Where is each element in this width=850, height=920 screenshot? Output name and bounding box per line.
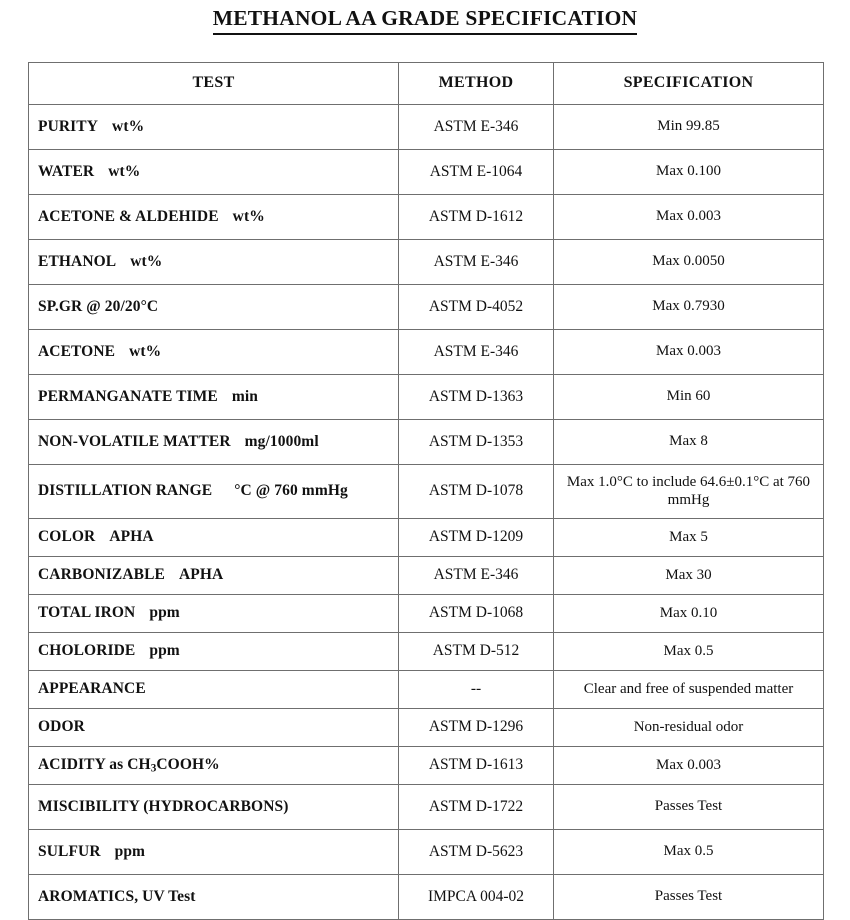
- cell-test: WATER wt%: [29, 150, 399, 195]
- table-row: [29, 519, 824, 557]
- page-title: [0, 0, 850, 35]
- cell-method: ASTM D-1209: [399, 519, 554, 557]
- cell-test: PURITY wt%: [29, 105, 399, 150]
- cell-method: ASTM D-512: [399, 633, 554, 671]
- table-row: [29, 671, 824, 709]
- cell-specification: Max 8: [554, 420, 824, 465]
- cell-test-unit: °C @ 760 mmHg: [234, 482, 348, 500]
- table-row: [29, 285, 824, 330]
- cell-method: ASTM D-1613: [399, 747, 554, 785]
- cell-test: ETHANOL wt%: [29, 240, 399, 285]
- table-row: [29, 465, 824, 519]
- cell-method: ASTM D-4052: [399, 285, 554, 330]
- table-row: [29, 195, 824, 240]
- table-row: [29, 709, 824, 747]
- cell-test: TOTAL IRON ppm: [29, 595, 399, 633]
- table-header-row: [29, 63, 824, 105]
- cell-specification: Passes Test: [554, 875, 824, 920]
- cell-specification: Max 0.5: [554, 830, 824, 875]
- cell-specification: Max 1.0°C to include 64.6±0.1°C at 760 mmHg: [554, 465, 824, 519]
- cell-specification: Max 0.003: [554, 330, 824, 375]
- cell-test: COLOR APHA: [29, 519, 399, 557]
- cell-method: ASTM D-1612: [399, 195, 554, 240]
- cell-test-unit: wt%: [232, 207, 265, 225]
- table-row: [29, 830, 824, 875]
- cell-specification: Min 60: [554, 375, 824, 420]
- cell-method: ASTM D-1078: [399, 465, 554, 519]
- table-header: [29, 63, 824, 105]
- cell-method: ASTM D-1296: [399, 709, 554, 747]
- table-row: [29, 420, 824, 465]
- cell-specification: Max 0.100: [554, 150, 824, 195]
- table-row: [29, 105, 824, 150]
- column-header-test: TEST: [29, 63, 399, 105]
- cell-test: SULFUR ppm: [29, 830, 399, 875]
- table-row: [29, 595, 824, 633]
- cell-test: ACETONE wt%: [29, 330, 399, 375]
- column-header-method: METHOD: [399, 63, 554, 105]
- table-row: [29, 557, 824, 595]
- cell-method: ASTM E-346: [399, 240, 554, 285]
- cell-test: AROMATICS, UV Test: [29, 875, 399, 920]
- cell-method: IMPCA 004-02: [399, 875, 554, 920]
- cell-test: PERMANGANATE TIME min: [29, 375, 399, 420]
- cell-test: MISCIBILITY (HYDROCARBONS): [29, 785, 399, 830]
- cell-specification: Max 0.003: [554, 195, 824, 240]
- cell-specification: Max 5: [554, 519, 824, 557]
- cell-test-unit: wt%: [112, 117, 145, 135]
- page-title-text: METHANOL AA GRADE SPECIFICATION: [213, 6, 638, 35]
- cell-specification: Non-residual odor: [554, 709, 824, 747]
- cell-specification: Max 0.7930: [554, 285, 824, 330]
- table-row: [29, 240, 824, 285]
- cell-test-unit: wt%: [108, 162, 141, 180]
- cell-specification: Passes Test: [554, 785, 824, 830]
- cell-test: CHOLORIDE ppm: [29, 633, 399, 671]
- table-row: [29, 330, 824, 375]
- table-row: [29, 747, 824, 785]
- cell-test-unit: APHA: [109, 528, 154, 546]
- table-row: [29, 375, 824, 420]
- cell-specification: Min 99.85: [554, 105, 824, 150]
- specification-table-container: [28, 62, 823, 920]
- cell-test-unit: APHA: [178, 566, 224, 584]
- cell-specification: Max 30: [554, 557, 824, 595]
- table-row: [29, 785, 824, 830]
- cell-specification: Max 0.003: [554, 747, 824, 785]
- cell-test-unit: ppm: [149, 642, 180, 660]
- table-body: [29, 105, 824, 920]
- cell-test: NON-VOLATILE MATTER mg/1000ml: [29, 420, 399, 465]
- cell-method: ASTM D-1353: [399, 420, 554, 465]
- cell-test: CARBONIZABLE APHA: [29, 557, 399, 595]
- cell-test-unit: ppm: [114, 842, 146, 860]
- cell-specification: Clear and free of suspended matter: [554, 671, 824, 709]
- cell-test: ACETONE & ALDEHIDE wt%: [29, 195, 399, 240]
- table-row: [29, 875, 824, 920]
- cell-method: --: [399, 671, 554, 709]
- cell-test-unit: mg/1000ml: [244, 432, 319, 450]
- cell-test: DISTILLATION RANGE °C @ 760 mmHg: [29, 465, 399, 519]
- cell-method: ASTM D-1722: [399, 785, 554, 830]
- table-row: [29, 150, 824, 195]
- cell-method: ASTM D-5623: [399, 830, 554, 875]
- table-row: [29, 633, 824, 671]
- cell-test: APPEARANCE: [29, 671, 399, 709]
- subscript: 3: [150, 762, 157, 775]
- cell-method: ASTM D-1363: [399, 375, 554, 420]
- cell-test-unit: wt%: [130, 252, 163, 270]
- cell-test: ACIDITY as $CH_3COOH\%$: [29, 747, 399, 785]
- cell-specification: Max 0.0050: [554, 240, 824, 285]
- cell-method: ASTM E-346: [399, 557, 554, 595]
- specification-table: [28, 62, 824, 920]
- cell-method: ASTM E-346: [399, 330, 554, 375]
- cell-test: SP.GR @ 20/20°C: [29, 285, 399, 330]
- cell-test-unit: ppm: [149, 604, 180, 622]
- cell-method: ASTM E-1064: [399, 150, 554, 195]
- cell-specification: Max 0.5: [554, 633, 824, 671]
- column-header-specification: SPECIFICATION: [554, 63, 824, 105]
- cell-method: ASTM E-346: [399, 105, 554, 150]
- cell-method: ASTM D-1068: [399, 595, 554, 633]
- cell-specification: Max 0.10: [554, 595, 824, 633]
- cell-test-unit: min: [231, 387, 258, 405]
- cell-test: ODOR: [29, 709, 399, 747]
- cell-test-unit: wt%: [129, 342, 162, 360]
